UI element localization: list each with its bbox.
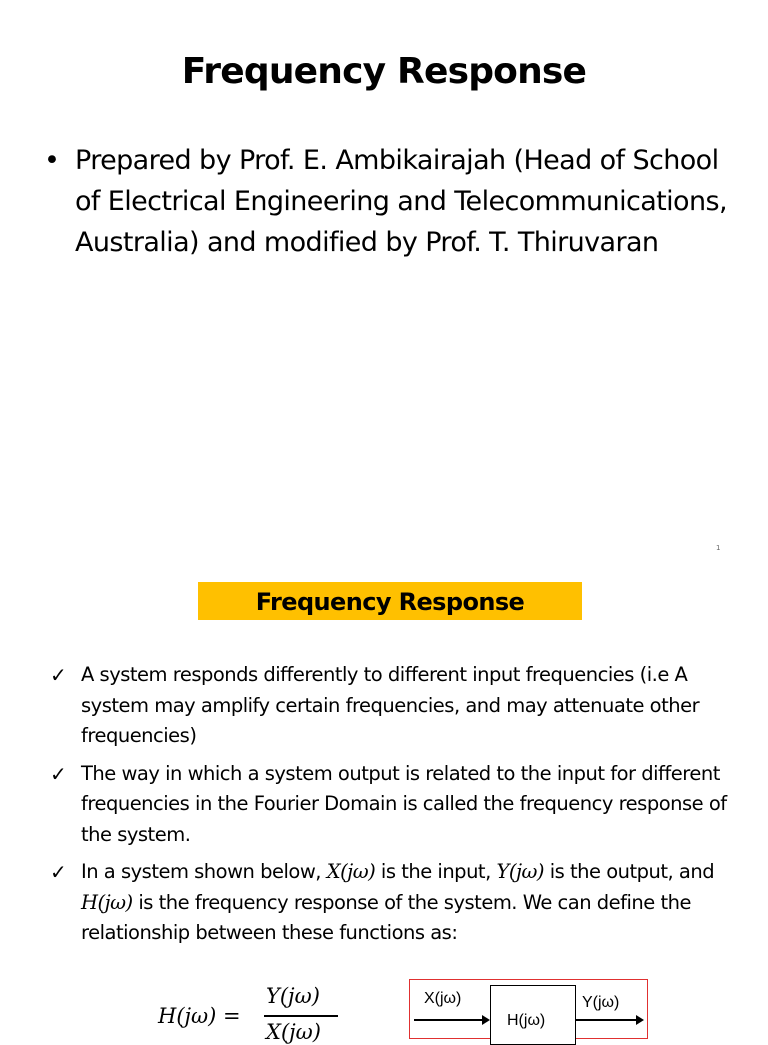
point-text: [81, 857, 750, 949]
output-symbol: Y(jω): [496, 860, 545, 883]
system-block: [490, 985, 576, 1045]
equation-lhs: H(jω) =: [158, 1004, 241, 1028]
input-symbol: X(jω): [326, 860, 376, 883]
bullet-icon: •: [44, 145, 60, 176]
point-text-part: is the input,: [375, 860, 497, 883]
checkmark-icon: ✓: [50, 860, 67, 884]
author-text: Prepared by Prof. E. Ambikairajah (Head of School of Electrical Engineering and Telecommunications, Australia) and modified by Prof. T. Thiruvaran: [75, 145, 727, 258]
point-text: A system responds differently to different input frequencies (i.e A system may amplify certain frequencies, and may attenuate other frequencies): [81, 663, 700, 747]
input-arrow: [414, 1019, 486, 1021]
fraction-bar: [264, 1015, 338, 1017]
equation-denominator: X(jω): [266, 1020, 321, 1044]
transfer-symbol: H(jω): [81, 890, 133, 914]
block-diagram: [409, 979, 648, 1039]
slide-1-title: Frequency Response: [181, 51, 587, 92]
list-item: [50, 759, 750, 851]
diagram-input-label: X(jω): [424, 990, 462, 1007]
point-text-part: is the output, and: [544, 860, 715, 883]
slide-2-title: Frequency Response: [198, 582, 582, 620]
checkmark-icon: ✓: [50, 663, 67, 687]
diagram-output-label: Y(jω): [582, 994, 620, 1011]
slide-2: [0, 560, 768, 1044]
point-text-part: is the frequency response of the system. We can define the relationship between these functions as:: [81, 890, 691, 944]
list-item: [50, 857, 750, 949]
author-bullet: [44, 140, 734, 263]
list-item: [50, 660, 750, 752]
system-block-label: H(jω): [507, 1012, 546, 1029]
output-arrow: [576, 1019, 638, 1021]
checklist: [50, 660, 750, 956]
slide-number: 1: [716, 544, 721, 552]
point-text-part: In a system shown below,: [81, 860, 327, 883]
arrow-head-icon: [636, 1015, 644, 1025]
arrow-head-icon: [482, 1015, 490, 1025]
checkmark-icon: ✓: [50, 761, 67, 786]
equation-numerator: Y(jω): [266, 984, 320, 1008]
point-text: The way in which a system output is related to the input for different frequencies in the Fourier Domain is called the frequency response of the system.: [81, 761, 727, 846]
